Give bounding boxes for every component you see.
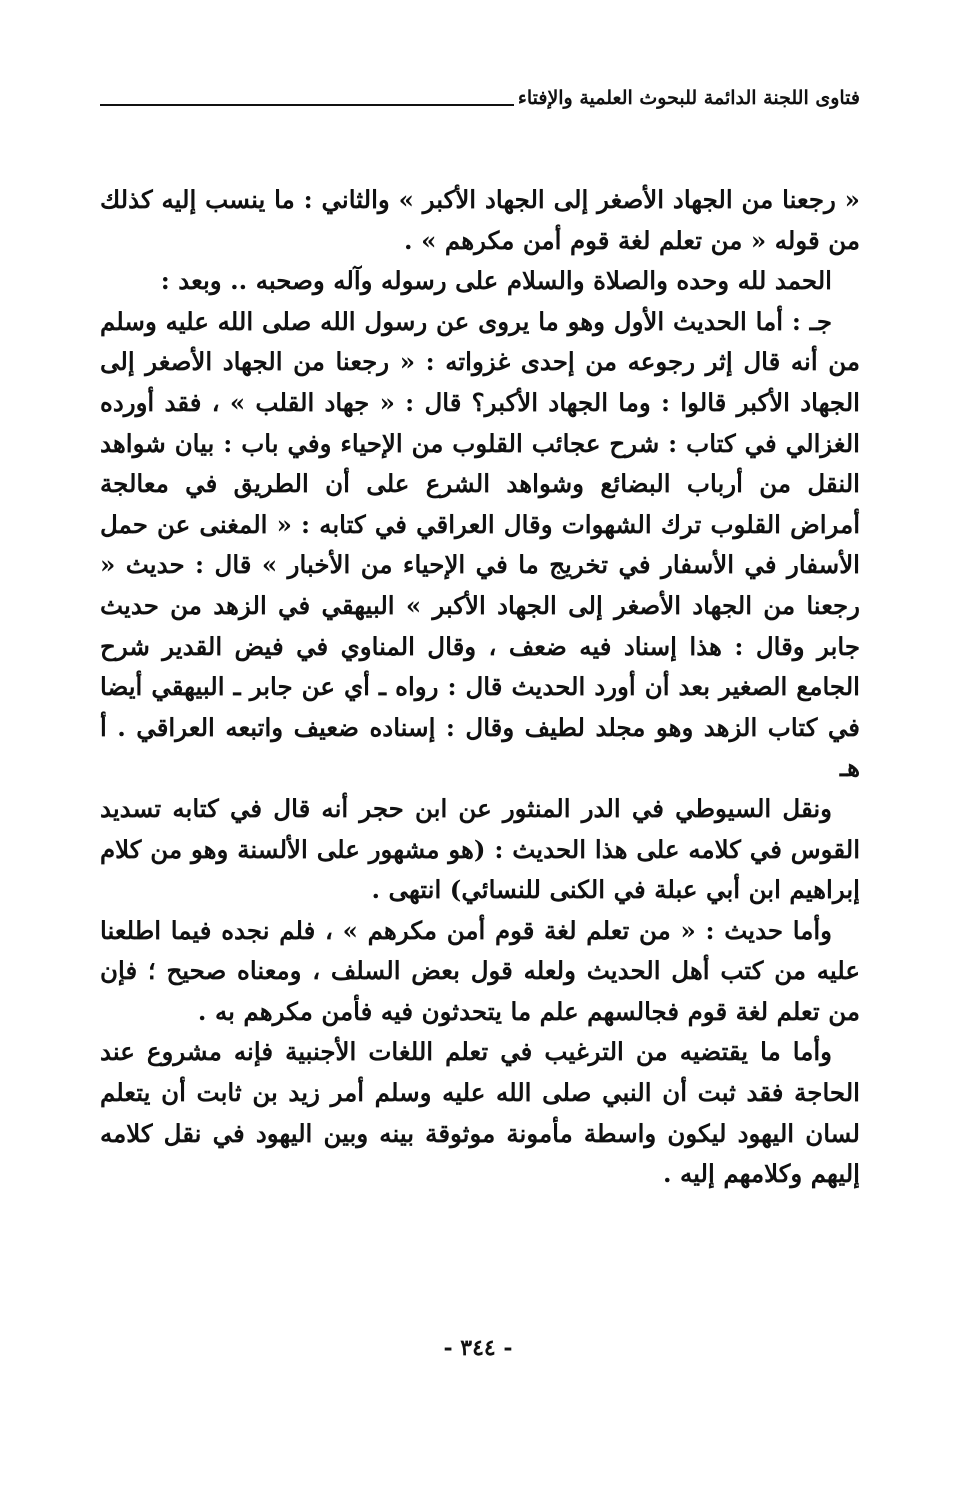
paragraph-2: الحمد لله وحده والصلاة والسلام على رسوله وآله وصحبه .. وبعد : — [160, 266, 832, 296]
paragraph-3: جـ : أما الحديث الأول وهو ما يروى عن رسول الله صلى الله عليه وسلم من أنه قال إثر رجوعه من إحدى غزواته : « رجعنا من الجهاد الأصغر إلى الجهاد الأكبر قالوا : وما الجهاد الأكبر؟ قال : « جهاد القلب » ، فقد أورده الغزالي في كتاب : شرح عجائب القلوب من الإحياء وفي باب : بيان شواهد النقل من أرباب البضائع وشواهد الشرع على أن الطريق في معالجة أمراض القلوب ترك الشهوات وقال العراقي في كتابه : « المغنى عن حمل الأسفار في الأسفار في تخريج ما في الإحياء من الأخبار » قال : حديث « رجعنا من الجهاد الأصغر إلى الجهاد الأكبر » البيهقي في الزهد من حديث جابر وقال : هذا إسناد فيه ضعف ، وقال المناوي في فيض القدير شرح الجامع الصغير بعد أن أورد الحديث قال : رواه ـ أي عن جابر ـ البيهقي أيضا في كتاب الزهد وهو مجلد لطيف وقال : إسناده ضعيف واتبعه العراقي . أ هـ — [100, 306, 860, 783]
running-header — [100, 80, 860, 110]
page-number: - ٣٤٤ - — [443, 1335, 513, 1361]
header-rule — [100, 104, 514, 106]
paragraph-4: ونقل السيوطي في الدر المنثور عن ابن حجر أنه قال في كتابه تسديد القوس في كلامه على هذا الحديث : (هو مشهور على الألسنة وهو من كلام إبراهيم ابن أبي عبلة في الكنى للنسائي) انتهى . — [100, 793, 860, 905]
paragraph-6: وأما ما يقتضيه من الترغيب في تعلم اللغات الأجنبية فإنه مشروع عند الحاجة فقد ثبت أن النبي صلى الله عليه وسلم أمر زيد بن ثابت أن يتعلم لسان اليهود ليكون واسطة مأمونة موثوقة بينه وبين اليهود في نقل كلامه إليهم وكلامهم إليه . — [100, 1037, 860, 1189]
body-text — [100, 180, 860, 1195]
paragraph-5: وأما حديث : « من تعلم لغة قوم أمن مكرهم » ، فلم نجده فيما اطلعنا عليه من كتب أهل الحديث ولعله قول بعض السلف ، ومعناه صحيح ؛ فإن من تعلم لغة قوم فجالسهم علم ما يتحدثون فيه فأمن مكرهم به . — [100, 915, 860, 1026]
running-title: فتاوى اللجنة الدائمة للبحوث العلمية والإفتاء — [517, 87, 860, 109]
paragraph-1: « رجعنا من الجهاد الأصغر إلى الجهاد الأكبر » والثاني : ما ينسب إليه كذلك من قوله « من تعلم لغة قوم أمن مكرهم » . — [100, 185, 860, 255]
